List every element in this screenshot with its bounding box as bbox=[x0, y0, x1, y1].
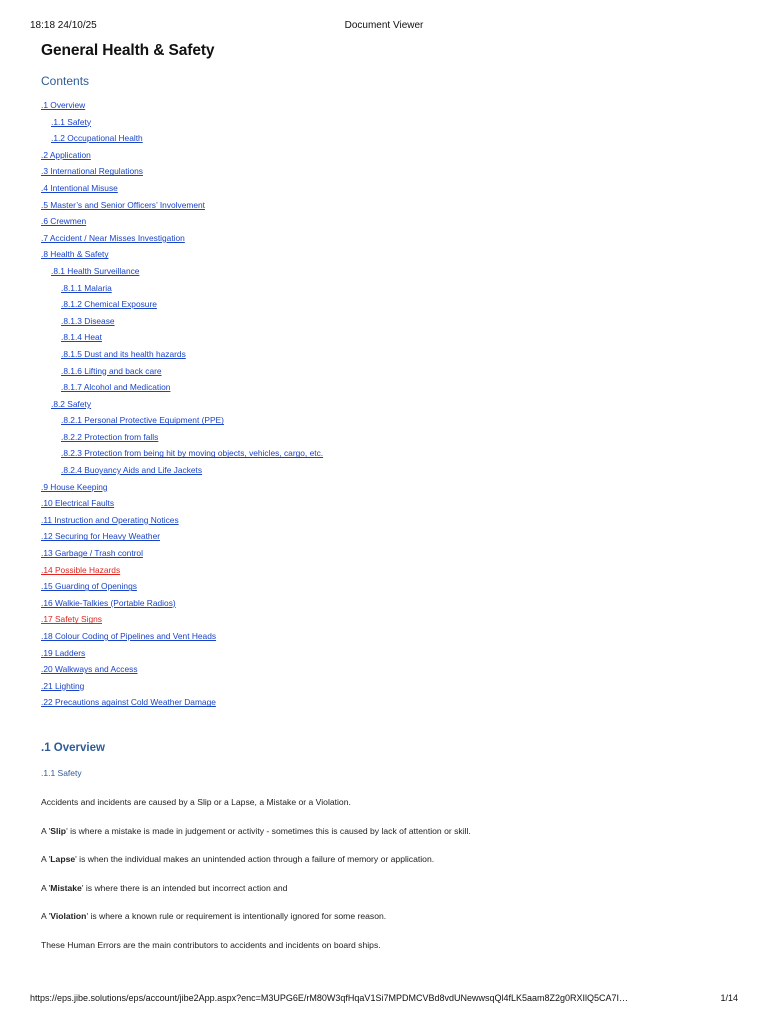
print-timestamp: 18:18 24/10/25 bbox=[30, 20, 97, 31]
toc-link[interactable]: .8.1 Health Surveillance bbox=[51, 265, 140, 276]
toc-link[interactable]: .8.1.5 Dust and its health hazards bbox=[61, 348, 186, 359]
toc-link[interactable]: .10 Electrical Faults bbox=[41, 498, 115, 509]
paragraph: These Human Errors are the main contributors to accidents and incidents on board ships. bbox=[41, 940, 381, 950]
toc-link[interactable]: .2 Application bbox=[41, 149, 91, 160]
table-of-contents bbox=[41, 97, 641, 711]
paragraph-text: A ' bbox=[41, 911, 51, 921]
term-lapse: Lapse bbox=[50, 854, 76, 864]
toc-link[interactable]: .22 Precautions against Cold Weather Damage bbox=[41, 697, 216, 708]
paragraph-text: ' is when the individual makes an unintended action through a failure of memory or application. bbox=[75, 854, 435, 864]
toc-link[interactable]: .4 Intentional Misuse bbox=[41, 182, 118, 193]
page-url: https://eps.jibe.solutions/eps/account/jibe2App.aspx?enc=M3UPG6E/rM80W3qfHqaV1Si7MPDMCVBd8vdUNewwsqQl4fLK5aam8Z2g0RXIlQ5CA7I… bbox=[30, 993, 629, 1003]
term-slip: Slip bbox=[50, 826, 67, 836]
toc-link[interactable]: .8.2.2 Protection from falls bbox=[61, 431, 159, 442]
overview-section bbox=[41, 742, 731, 950]
paragraph bbox=[41, 911, 386, 921]
toc-link[interactable]: .6 Crewmen bbox=[41, 216, 87, 227]
toc-link[interactable]: .18 Colour Coding of Pipelines and Vent Heads bbox=[41, 631, 217, 641]
toc-link[interactable]: .8.2.4 Buoyancy Aids and Life Jackets bbox=[61, 465, 203, 476]
section-subheading: .1.1 Safety bbox=[41, 768, 82, 778]
print-page-title: Document Viewer bbox=[344, 20, 424, 31]
paragraph bbox=[41, 883, 287, 893]
toc-link[interactable]: .7 Accident / Near Misses Investigation bbox=[41, 232, 185, 243]
paragraph-text: ' is where a known rule or requirement is intentionally ignored for some reason. bbox=[86, 911, 387, 921]
paragraph-text: A ' bbox=[41, 854, 51, 864]
toc-link[interactable]: .19 Ladders bbox=[41, 647, 86, 658]
toc-link[interactable]: .8.1.6 Lifting and back care bbox=[61, 365, 162, 376]
paragraph bbox=[41, 854, 434, 864]
print-header bbox=[30, 20, 738, 34]
paragraph bbox=[41, 826, 471, 836]
toc-link[interactable]: .9 House Keeping bbox=[41, 481, 108, 492]
toc-link[interactable]: .1.2 Occupational Health bbox=[51, 133, 143, 144]
toc-link[interactable]: .5 Master’s and Senior Officers’ Involvement bbox=[41, 199, 206, 210]
toc-link[interactable]: .8.2.3 Protection from being hit by moving objects, vehicles, cargo, etc. bbox=[61, 448, 324, 459]
page-number: 1/14 bbox=[720, 993, 738, 1003]
term-mistake: Mistake bbox=[50, 883, 82, 893]
toc-link[interactable]: .8.1.2 Chemical Exposure bbox=[61, 299, 157, 310]
document-header bbox=[41, 42, 741, 88]
toc-link[interactable]: .14 Possible Hazards bbox=[41, 564, 121, 575]
paragraph-text: A ' bbox=[41, 826, 51, 836]
toc-link[interactable]: .1.1 Safety bbox=[51, 116, 92, 127]
toc-link[interactable]: .8.1.3 Disease bbox=[61, 315, 115, 326]
document-title: General Health & Safety bbox=[41, 42, 215, 59]
toc-link[interactable]: .20 Walkways and Access bbox=[41, 664, 138, 675]
toc-link[interactable]: .12 Securing for Heavy Weather bbox=[41, 531, 161, 542]
toc-link[interactable]: .21 Lighting bbox=[41, 680, 85, 691]
toc-link[interactable]: .16 Walkie-Talkies (Portable Radios) bbox=[41, 597, 176, 608]
toc-link[interactable]: .1 Overview bbox=[41, 100, 86, 110]
paragraph: Accidents and incidents are caused by a Slip or a Lapse, a Mistake or a Violation. bbox=[41, 797, 351, 807]
toc-link[interactable]: .8.1.1 Malaria bbox=[61, 282, 112, 293]
contents-heading: Contents bbox=[41, 74, 90, 88]
toc-link[interactable]: .11 Instruction and Operating Notices bbox=[41, 514, 179, 525]
toc-link[interactable]: .15 Guarding of Openings bbox=[41, 581, 137, 592]
toc-link[interactable]: .8.1.4 Heat bbox=[61, 332, 102, 343]
toc-link[interactable]: .8.1.7 Alcohol and Medication bbox=[61, 382, 171, 393]
toc-link[interactable]: .8.2 Safety bbox=[51, 398, 92, 409]
toc-link[interactable]: .8.2.1 Personal Protective Equipment (PPE) bbox=[61, 415, 224, 426]
paragraph-text: A ' bbox=[41, 883, 51, 893]
toc-link[interactable]: .13 Garbage / Trash control bbox=[41, 548, 143, 559]
term-violation: Violation bbox=[50, 911, 87, 921]
toc-link[interactable]: .3 International Regulations bbox=[41, 166, 143, 177]
section-heading: .1 Overview bbox=[41, 742, 105, 754]
paragraph-text: ' is where a mistake is made in judgement or activity - sometimes this is caused by lack of attention or skill. bbox=[66, 826, 471, 836]
paragraph-text: ' is where there is an intended but incorrect action and bbox=[81, 883, 288, 893]
toc-link[interactable]: .8 Health & Safety bbox=[41, 249, 109, 260]
toc-link[interactable]: .17 Safety Signs bbox=[41, 614, 102, 625]
